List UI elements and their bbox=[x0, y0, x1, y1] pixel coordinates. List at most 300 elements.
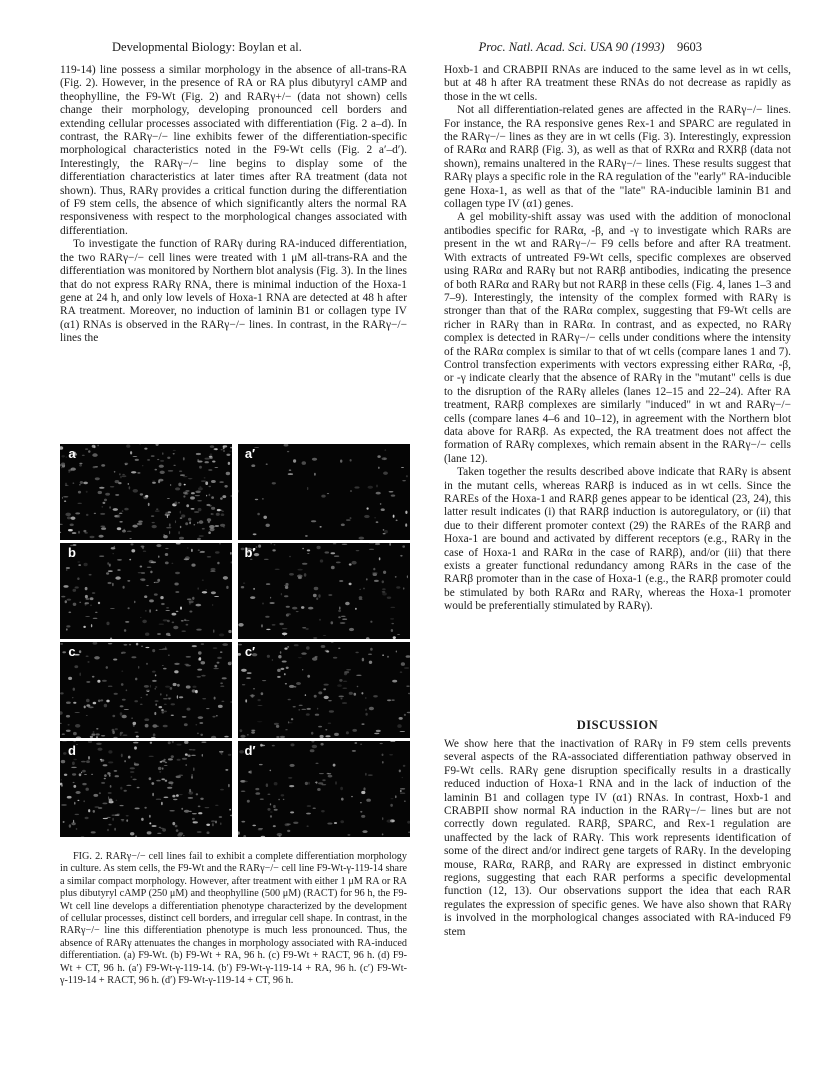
cell-speck bbox=[88, 450, 90, 453]
cell-speck bbox=[289, 573, 294, 576]
cell-speck bbox=[289, 685, 295, 688]
cell-speck bbox=[93, 794, 98, 797]
cell-speck bbox=[108, 761, 113, 763]
cell-speck bbox=[120, 733, 122, 736]
cell-speck bbox=[209, 486, 212, 487]
cell-speck bbox=[241, 669, 247, 672]
cell-speck bbox=[315, 782, 318, 784]
cell-speck bbox=[307, 708, 311, 710]
cell-speck bbox=[86, 491, 88, 493]
cell-speck bbox=[392, 680, 397, 683]
cell-speck bbox=[97, 680, 100, 683]
cell-speck bbox=[80, 481, 83, 484]
cell-speck bbox=[231, 561, 232, 563]
cell-speck bbox=[105, 493, 110, 496]
cell-speck bbox=[302, 627, 306, 628]
cell-speck bbox=[86, 514, 89, 516]
cell-speck bbox=[317, 546, 321, 549]
cell-speck bbox=[359, 599, 363, 600]
cell-speck bbox=[390, 618, 394, 619]
cell-speck bbox=[159, 649, 164, 650]
cell-speck bbox=[399, 770, 401, 773]
cell-speck bbox=[152, 482, 156, 484]
cell-speck bbox=[199, 520, 204, 524]
cell-speck bbox=[199, 487, 201, 488]
cell-speck bbox=[154, 712, 156, 715]
paragraph: Taken together the results described above indicate that RARγ is absent in the mutant cells, whereas RARβ is induced as in wt cells. Since the RAREs of the Hoxa-1 and RARβ genes appear to be identical (23, 24), this latter result indicates (i) that RARβ induction is autoregulatory, or (ii) that due to their different promoter context (29) the RAREs of the RARβ and Hoxa-1 are bound and activated by different receptors (e.g., RARγ in the case of Hoxa-1 and RARα in the case of RARβ), and/or (iii) that there exists a greater functional redundancy among RARs in the case of the RARβ promoter than in the case of Hoxa-1 (e.g., the RARβ promoter could be stimulated by both RARα and RARγ, whereas the Hoxa-1 promoter would be preferentially stimulated by RARγ). bbox=[444, 466, 791, 613]
cell-speck bbox=[66, 567, 70, 569]
cell-speck bbox=[165, 562, 169, 565]
cell-speck bbox=[313, 637, 317, 639]
cell-speck bbox=[335, 781, 337, 784]
cell-speck bbox=[198, 651, 202, 654]
cell-speck bbox=[188, 518, 191, 521]
cell-speck bbox=[145, 495, 148, 498]
cell-speck bbox=[310, 749, 315, 752]
cell-speck bbox=[188, 755, 191, 757]
cell-speck bbox=[305, 782, 308, 785]
cell-speck bbox=[405, 511, 407, 514]
cell-speck bbox=[73, 759, 77, 761]
cell-speck bbox=[90, 736, 93, 738]
cell-speck bbox=[195, 491, 200, 494]
cell-speck bbox=[177, 684, 180, 687]
cell-speck bbox=[159, 706, 163, 708]
cell-speck bbox=[258, 828, 263, 829]
cell-speck bbox=[85, 448, 88, 450]
cell-speck bbox=[60, 524, 63, 525]
cell-speck bbox=[211, 736, 216, 738]
cell-speck bbox=[197, 831, 202, 833]
cell-speck bbox=[185, 753, 188, 755]
cell-speck bbox=[211, 496, 214, 499]
cell-speck bbox=[389, 543, 390, 546]
cell-speck bbox=[113, 659, 117, 661]
cell-speck bbox=[121, 652, 126, 654]
cell-speck bbox=[217, 662, 220, 664]
cell-speck bbox=[131, 543, 134, 545]
cell-speck bbox=[165, 548, 168, 549]
cell-speck bbox=[307, 805, 311, 807]
cell-speck bbox=[319, 619, 321, 621]
cell-speck bbox=[281, 794, 285, 796]
cell-speck bbox=[293, 706, 296, 707]
cell-speck bbox=[336, 562, 341, 564]
cell-speck bbox=[261, 692, 264, 695]
cell-speck bbox=[186, 665, 191, 667]
cell-speck bbox=[205, 458, 210, 460]
cell-speck bbox=[356, 550, 360, 551]
cell-speck bbox=[209, 456, 212, 459]
cell-speck bbox=[219, 816, 222, 818]
cell-speck bbox=[319, 773, 324, 774]
cell-speck bbox=[225, 769, 228, 771]
cell-speck bbox=[288, 473, 293, 475]
cell-speck bbox=[126, 819, 128, 822]
cell-speck bbox=[60, 723, 62, 724]
cell-speck bbox=[342, 688, 347, 689]
cell-speck bbox=[318, 594, 320, 597]
cell-speck bbox=[241, 586, 244, 588]
cell-speck bbox=[175, 572, 180, 574]
cell-speck bbox=[322, 779, 325, 781]
cell-speck bbox=[241, 791, 246, 792]
cell-speck bbox=[258, 699, 261, 701]
cell-speck bbox=[262, 603, 264, 605]
cell-speck bbox=[84, 706, 86, 709]
cell-speck bbox=[369, 707, 374, 711]
panel-label: b bbox=[68, 545, 76, 560]
cell-speck bbox=[122, 530, 126, 533]
cell-speck bbox=[199, 466, 202, 469]
cell-speck bbox=[340, 787, 343, 790]
cell-speck bbox=[184, 664, 188, 665]
cell-speck bbox=[174, 502, 177, 505]
cell-speck bbox=[173, 626, 178, 629]
cell-speck bbox=[102, 506, 104, 507]
cell-speck bbox=[339, 607, 340, 610]
cell-speck bbox=[294, 644, 299, 646]
cell-speck bbox=[157, 459, 159, 460]
cell-speck bbox=[199, 536, 204, 537]
cell-speck bbox=[216, 513, 220, 516]
cell-speck bbox=[288, 699, 291, 701]
cell-speck bbox=[230, 552, 232, 555]
cell-speck bbox=[160, 828, 163, 829]
cell-speck bbox=[399, 717, 403, 720]
cell-speck bbox=[122, 715, 127, 719]
cell-speck bbox=[378, 467, 379, 469]
cell-speck bbox=[66, 702, 71, 704]
cell-speck bbox=[276, 736, 279, 738]
cell-speck bbox=[182, 716, 187, 717]
cell-speck bbox=[284, 634, 285, 636]
cell-speck bbox=[404, 667, 409, 669]
cell-speck bbox=[94, 446, 96, 448]
cell-speck bbox=[101, 760, 103, 762]
cell-speck bbox=[174, 663, 180, 665]
cell-speck bbox=[228, 630, 231, 633]
cell-speck bbox=[69, 824, 71, 828]
cell-speck bbox=[144, 807, 146, 809]
cell-speck bbox=[144, 718, 149, 721]
cell-speck bbox=[168, 635, 171, 636]
cell-speck bbox=[266, 524, 270, 527]
cell-speck bbox=[253, 588, 255, 590]
cell-speck bbox=[147, 459, 150, 461]
cell-speck bbox=[152, 825, 157, 827]
cell-speck bbox=[112, 553, 114, 554]
cell-speck bbox=[202, 528, 205, 530]
cell-speck bbox=[92, 453, 97, 457]
cell-speck bbox=[282, 661, 287, 663]
cell-speck bbox=[122, 475, 127, 477]
cell-speck bbox=[226, 472, 230, 475]
cell-speck bbox=[387, 820, 392, 823]
cell-speck bbox=[338, 648, 340, 649]
cell-speck bbox=[90, 605, 91, 607]
cell-speck bbox=[157, 634, 161, 635]
cell-speck bbox=[201, 675, 205, 677]
cell-speck bbox=[122, 474, 125, 475]
cell-speck bbox=[73, 782, 75, 783]
cell-speck bbox=[150, 571, 152, 574]
cell-speck bbox=[334, 556, 339, 557]
cell-speck bbox=[402, 545, 405, 547]
cell-speck bbox=[346, 731, 349, 734]
cell-speck bbox=[279, 623, 283, 625]
micrograph-panel-d-prime bbox=[238, 741, 410, 837]
cell-speck bbox=[262, 498, 264, 499]
cell-speck bbox=[321, 810, 325, 812]
cell-speck bbox=[382, 654, 384, 656]
cell-speck bbox=[162, 452, 163, 455]
cell-speck bbox=[71, 767, 77, 768]
cell-speck bbox=[124, 790, 127, 792]
cell-speck bbox=[108, 582, 112, 584]
cell-speck bbox=[170, 484, 171, 485]
cell-speck bbox=[312, 745, 317, 748]
cell-speck bbox=[364, 515, 370, 518]
cell-speck bbox=[161, 802, 163, 805]
cell-speck bbox=[251, 731, 255, 734]
cell-speck bbox=[223, 451, 225, 452]
cell-speck bbox=[186, 656, 191, 657]
cell-speck bbox=[103, 764, 108, 766]
cell-speck bbox=[122, 735, 127, 736]
cell-speck bbox=[85, 817, 89, 819]
cell-speck bbox=[406, 686, 409, 687]
cell-speck bbox=[270, 803, 271, 805]
cell-speck bbox=[61, 467, 63, 468]
cell-speck bbox=[108, 792, 112, 793]
cell-speck bbox=[189, 521, 191, 524]
cell-speck bbox=[221, 701, 224, 702]
cell-speck bbox=[155, 704, 157, 706]
cell-speck bbox=[141, 697, 143, 698]
cell-speck bbox=[346, 519, 351, 520]
cell-speck bbox=[252, 825, 256, 827]
cell-speck bbox=[395, 795, 397, 798]
cell-speck bbox=[163, 698, 168, 699]
cell-speck bbox=[161, 712, 164, 713]
cell-speck bbox=[192, 818, 195, 820]
cell-speck bbox=[246, 678, 251, 679]
cell-speck bbox=[290, 764, 295, 767]
cell-speck bbox=[333, 764, 336, 767]
cell-speck bbox=[168, 758, 173, 760]
cell-speck bbox=[66, 569, 68, 571]
cell-speck bbox=[161, 603, 165, 605]
cell-speck bbox=[97, 445, 98, 447]
cell-speck bbox=[94, 656, 100, 659]
cell-speck bbox=[339, 679, 342, 682]
cell-speck bbox=[183, 476, 188, 477]
cell-speck bbox=[75, 586, 79, 588]
cell-speck bbox=[272, 659, 273, 661]
cell-speck bbox=[296, 682, 301, 685]
cell-speck bbox=[60, 692, 64, 694]
cell-speck bbox=[333, 543, 337, 544]
cell-speck bbox=[211, 480, 216, 483]
cell-speck bbox=[198, 549, 200, 551]
cell-speck bbox=[75, 712, 80, 713]
cell-speck bbox=[106, 622, 109, 626]
cell-speck bbox=[247, 672, 252, 673]
cell-speck bbox=[331, 566, 335, 570]
cell-speck bbox=[114, 828, 116, 831]
cell-speck bbox=[73, 483, 75, 484]
cell-speck bbox=[369, 543, 374, 544]
cell-speck bbox=[380, 503, 382, 504]
cell-speck bbox=[311, 741, 314, 743]
cell-speck bbox=[128, 483, 129, 484]
cell-speck bbox=[258, 545, 261, 548]
cell-speck bbox=[192, 689, 196, 692]
cell-speck bbox=[222, 495, 226, 498]
cell-speck bbox=[104, 499, 107, 502]
cell-speck bbox=[220, 822, 221, 825]
cell-speck bbox=[350, 490, 352, 492]
cell-speck bbox=[320, 735, 324, 738]
running-header bbox=[112, 40, 702, 56]
cell-speck bbox=[79, 464, 82, 467]
cell-speck bbox=[280, 736, 285, 738]
cell-speck bbox=[274, 809, 278, 811]
cell-speck bbox=[238, 490, 239, 493]
cell-speck bbox=[124, 709, 129, 710]
micrograph-panel-b bbox=[60, 543, 232, 639]
cell-speck bbox=[229, 809, 231, 811]
micrograph-panel-a-prime bbox=[238, 444, 410, 540]
cell-speck bbox=[88, 809, 90, 812]
cell-speck bbox=[158, 480, 160, 483]
cell-speck bbox=[401, 467, 404, 468]
cell-texture bbox=[238, 444, 410, 540]
cell-speck bbox=[147, 691, 149, 692]
paragraph: A gel mobility-shift assay was used with the addition of monoclonal antibodies specific for RARα, -β, and -γ to investigate which RARs are present in the wt and RARγ−/− F9 cells before and after RA treatment. With extracts of untreated F9-Wt cells, specific complexes are observed using RARα and RARγ but not RARβ antibodies, indicating the presence of both RARα and RARγ but not RARβ in these cells (Fig. 4, lanes 1–3 and 7–9). Interestingly, the intensity of the complex formed with RARγ is stronger than that of the RARα complex, suggesting that F9-Wt cells are richer in RARγ than in RARα. In contrast, and as expected, no RARγ complex is detected in RARγ−/− cells under conditions where the intensity of the RARα complex is similar to that of wt cells (compare lanes 1 and 7). Control transfection experiments with vectors expressing either RARα, -β, or -γ indicate clearly that the absence of RARγ in the "mutant" cells is due to the disruption of the RARγ alleles (lanes 12–15 and 22–24). After RA treatment, RARβ complexes are similarly "induced" in wt and RARγ−/− cells (compare lanes 4–6 and 10–12), in agreement with the Northern blot data above for RARβ. As expected, the RA treatment does not affect the formation of RARγ complexes, which remain absent in the RARγ−/− cells (lane 12). bbox=[444, 211, 791, 465]
cell-speck bbox=[301, 709, 306, 710]
cell-speck bbox=[382, 754, 384, 757]
cell-speck bbox=[298, 569, 303, 571]
cell-speck bbox=[187, 547, 188, 549]
cell-speck bbox=[60, 711, 63, 715]
cell-speck bbox=[197, 461, 202, 463]
cell-speck bbox=[307, 675, 310, 678]
cell-speck bbox=[291, 718, 293, 720]
cell-speck bbox=[325, 735, 330, 737]
cell-speck bbox=[172, 741, 174, 743]
cell-speck bbox=[221, 754, 222, 755]
cell-speck bbox=[174, 670, 178, 673]
cell-speck bbox=[168, 511, 172, 513]
cell-speck bbox=[95, 477, 100, 480]
cell-speck bbox=[165, 762, 168, 763]
cell-speck bbox=[167, 787, 172, 789]
cell-speck bbox=[175, 825, 178, 828]
cell-speck bbox=[163, 668, 167, 670]
cell-speck bbox=[390, 804, 393, 807]
cell-speck bbox=[316, 597, 318, 600]
cell-speck bbox=[228, 754, 232, 756]
cell-speck bbox=[207, 556, 211, 558]
cell-speck bbox=[200, 734, 203, 736]
cell-speck bbox=[189, 811, 192, 812]
cell-speck bbox=[270, 602, 275, 604]
panel-label: d′ bbox=[244, 743, 256, 758]
cell-speck bbox=[191, 492, 195, 494]
cell-speck bbox=[142, 620, 147, 624]
cell-speck bbox=[240, 735, 245, 738]
cell-speck bbox=[71, 822, 75, 825]
cell-speck bbox=[382, 592, 387, 595]
panel-label: b′ bbox=[244, 545, 256, 560]
cell-speck bbox=[391, 623, 394, 624]
cell-speck bbox=[89, 574, 92, 576]
cell-speck bbox=[368, 486, 373, 489]
cell-speck bbox=[406, 655, 410, 658]
cell-speck bbox=[93, 810, 95, 813]
cell-speck bbox=[77, 577, 79, 580]
cell-speck bbox=[149, 822, 151, 824]
caption-text: FIG. 2. RARγ−/− cell lines fail to exhibit a complete differentiation morphology in culture. As stem cells, the F9-Wt and the RARγ−/− cell line F9-Wt-γ-119-14 share a similar compact morphology. However, after treatment with either 1 μM RA or RA plus dibutyryl cAMP (250 μM) and theophylline (500 μM) (RACT) for 96 h, the F9-Wt cell line develops a differentiation phenotype characterized by the development of cellular processes, distinct cell borders, and irregular cell shape. In contrast, in the RARγ−/− line this differentiation phenotype is much less pronounced. Thus, the absence of RARγ attenuates the changes in morphology associated with RA-induced differentiation. (a) F9-Wt. (b) F9-Wt + RA, 96 h. (c) F9-Wt + RACT, 96 h. (d) F9-Wt + CT, 96 h. (a′) F9-Wt-γ-119-14. (b′) F9-Wt-γ-119-14 + RA, 96 h. (c′) F9-Wt-γ-119-14 + RACT, 96 h. (d′) F9-Wt-γ-119-14 + CT, 96 h. bbox=[60, 851, 407, 987]
cell-speck bbox=[215, 525, 219, 527]
cell-speck bbox=[98, 700, 101, 703]
cell-speck bbox=[133, 722, 137, 725]
cell-speck bbox=[172, 622, 175, 624]
cell-speck bbox=[250, 596, 255, 599]
cell-speck bbox=[212, 605, 213, 606]
cell-speck bbox=[366, 637, 370, 639]
cell-speck bbox=[342, 702, 347, 704]
cell-speck bbox=[120, 476, 122, 479]
cell-speck bbox=[226, 454, 230, 456]
cell-speck bbox=[197, 500, 202, 501]
cell-speck bbox=[315, 714, 319, 716]
cell-speck bbox=[79, 463, 82, 464]
cell-speck bbox=[244, 781, 247, 783]
cell-speck bbox=[138, 666, 139, 669]
cell-speck bbox=[71, 468, 76, 471]
cell-speck bbox=[197, 676, 201, 678]
cell-speck bbox=[403, 765, 406, 767]
cell-speck bbox=[141, 818, 144, 821]
cell-speck bbox=[255, 499, 258, 500]
cell-speck bbox=[270, 597, 271, 599]
cell-speck bbox=[365, 709, 367, 711]
cell-speck bbox=[153, 733, 156, 736]
cell-speck bbox=[157, 833, 161, 834]
cell-speck bbox=[341, 616, 346, 617]
cell-speck bbox=[266, 783, 268, 787]
cell-speck bbox=[255, 788, 259, 790]
cell-speck bbox=[178, 502, 179, 504]
cell-speck bbox=[93, 618, 98, 619]
cell-speck bbox=[402, 777, 403, 778]
cell-speck bbox=[191, 549, 193, 552]
cell-speck bbox=[210, 571, 215, 572]
cell-speck bbox=[267, 655, 270, 658]
cell-speck bbox=[197, 587, 199, 589]
header-journal-info bbox=[479, 40, 702, 55]
cell-speck bbox=[366, 578, 368, 580]
cell-speck bbox=[223, 446, 225, 449]
cell-speck bbox=[205, 461, 209, 463]
cell-speck bbox=[152, 793, 154, 796]
cell-speck bbox=[230, 815, 232, 817]
cell-speck bbox=[195, 690, 198, 693]
cell-speck bbox=[230, 495, 232, 497]
